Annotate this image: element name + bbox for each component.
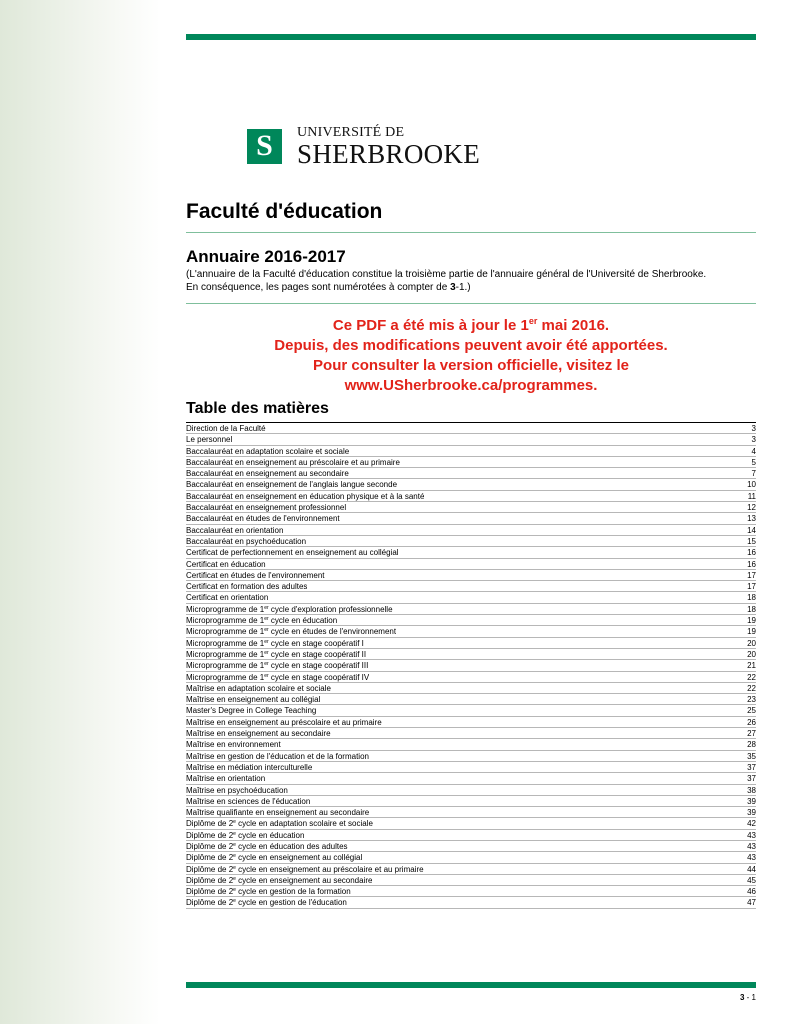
toc-row[interactable]: [186, 897, 756, 908]
toc-entry-text-end: cycle en enseignement au préscolaire et au primaire: [235, 864, 424, 874]
toc-entry-page: 3: [751, 435, 756, 445]
toc-row[interactable]: [186, 446, 756, 457]
toc-entry-sup: e: [233, 853, 236, 860]
divider: [186, 303, 756, 304]
toc-entry-text: Maîtrise en enseignement au secondaire: [186, 729, 331, 739]
toc-row[interactable]: [186, 683, 756, 694]
toc-entry-text-end: cycle en enseignement au collégial: [235, 853, 363, 863]
toc-entry-text: Diplôme de 2: [186, 841, 234, 851]
toc-entry-text: Baccalauréat en études de l'environnement: [186, 514, 340, 524]
toc-row[interactable]: [186, 875, 756, 886]
toc-entry-title: [186, 751, 369, 761]
toc-entry-title: [186, 739, 281, 749]
toc-entry-text: Certificat en études de l'environnement: [186, 570, 325, 580]
toc-row[interactable]: [186, 423, 756, 434]
toc-entry-text: Maîtrise qualifiante en enseignement au secondaire: [186, 808, 370, 818]
toc-row[interactable]: [186, 536, 756, 547]
toc-entry-title: [186, 660, 368, 670]
bottom-green-rule: [186, 982, 756, 988]
toc-entry-page: 35: [747, 751, 756, 761]
toc-entry-text: Microprogramme de 1: [186, 638, 265, 648]
annuaire-description: [186, 268, 756, 294]
toc-entry-page: 3: [751, 424, 756, 433]
toc-entry-text: Baccalauréat en enseignement professionnel: [186, 503, 347, 513]
toc-entry-sup: e: [233, 887, 236, 894]
toc-entry-text: Maîtrise en adaptation scolaire et sociale: [186, 683, 331, 693]
toc-entry-title: [186, 852, 362, 862]
toc-entry-text-end: cycle en stage coopératif II: [268, 649, 367, 659]
toc-entry-text: Microprogramme de 1: [186, 672, 265, 682]
toc-entry-text: Baccalauréat en psychoéducation: [186, 536, 307, 546]
toc-entry-sup: e: [233, 819, 236, 826]
toc-row[interactable]: [186, 468, 756, 479]
toc-row[interactable]: [186, 581, 756, 592]
toc-entry-sup: e: [233, 898, 236, 905]
toc-entry-page: 37: [747, 774, 756, 784]
toc-entry-text: Le personnel: [186, 435, 233, 445]
toc-row[interactable]: [186, 807, 756, 818]
toc-row[interactable]: [186, 739, 756, 750]
toc-entry-text: Maîtrise en sciences de l'éducation: [186, 796, 311, 806]
toc-entry-title: [186, 446, 349, 456]
toc-row[interactable]: [186, 785, 756, 796]
toc-entry-text: Diplôme de 2: [186, 830, 234, 840]
toc-entry-text-end: cycle en éducation: [235, 830, 305, 840]
toc-entry-title: [186, 479, 397, 489]
toc-entry-title: [186, 897, 347, 907]
toc-row[interactable]: [186, 559, 756, 570]
toc-entry-page: 19: [747, 616, 756, 626]
toc-entry-text-end: cycle en stage coopératif I: [268, 638, 364, 648]
toc-entry-sup: e: [233, 875, 236, 882]
toc-entry-title: [186, 604, 393, 614]
toc-entry-text: Baccalauréat en enseignement en éducation physique et à la santé: [186, 491, 425, 501]
toc-entry-page: 16: [747, 559, 756, 569]
toc-entry-text: Microprogramme de 1: [186, 627, 265, 637]
toc-entry-page: 20: [747, 638, 756, 648]
toc-row[interactable]: [186, 491, 756, 502]
toc-entry-page: 43: [747, 853, 756, 863]
toc-entry-title: [186, 818, 373, 828]
toc-row[interactable]: [186, 525, 756, 536]
toc-entry-text: Maîtrise en enseignement au collégial: [186, 695, 321, 705]
toc-entry-text: Maîtrise en gestion de l'éducation et de la formation: [186, 751, 369, 761]
toc-entry-sup: e: [233, 841, 236, 848]
table-of-contents: [186, 422, 756, 909]
toc-row[interactable]: [186, 728, 756, 739]
toc-entry-text: Certificat en orientation: [186, 593, 269, 603]
toc-row[interactable]: [186, 751, 756, 762]
toc-row[interactable]: [186, 502, 756, 513]
toc-entry-sup: er: [264, 616, 269, 623]
toc-row[interactable]: [186, 762, 756, 773]
toc-entry-text-end: cycle en enseignement au secondaire: [235, 875, 373, 885]
toc-entry-sup: er: [264, 638, 269, 645]
toc-entry-text: Certificat en formation des adultes: [186, 582, 308, 592]
toc-entry-page: 39: [747, 796, 756, 806]
top-green-rule: [186, 34, 756, 40]
toc-entry-title: [186, 886, 351, 896]
toc-entry-page: 13: [747, 514, 756, 524]
toc-entry-title: [186, 626, 396, 636]
toc-row[interactable]: [186, 615, 756, 626]
toc-entry-text: Microprogramme de 1: [186, 616, 265, 626]
toc-entry-page: 28: [747, 740, 756, 750]
toc-row[interactable]: [186, 796, 756, 807]
toc-entry-title: [186, 864, 424, 874]
annuaire-desc-line1: (L'annuaire de la Faculté d'éducation constitue la troisième partie de l'annuaire général de l'Université de Sherbrooke.: [186, 269, 707, 280]
toc-entry-sup: e: [233, 830, 236, 837]
toc-row[interactable]: [186, 705, 756, 716]
toc-entry-text: Maîtrise en médiation interculturelle: [186, 762, 313, 772]
notice-sup: er: [528, 316, 538, 326]
toc-entry-text: Maîtrise en enseignement au préscolaire et au primaire: [186, 717, 382, 727]
toc-row[interactable]: [186, 649, 756, 660]
toc-entry-page: 43: [747, 841, 756, 851]
toc-entry-page: 17: [747, 570, 756, 580]
toc-entry-title: [186, 559, 266, 569]
side-gradient-band: [0, 0, 160, 1024]
toc-row[interactable]: [186, 818, 756, 829]
toc-entry-text: Diplôme de 2: [186, 898, 234, 908]
notice-text: Ce PDF a été mis à jour le 1: [332, 317, 529, 334]
toc-entry-page: 11: [747, 491, 756, 501]
update-notice: [186, 316, 756, 396]
toc-entry-title: [186, 468, 349, 478]
toc-entry-page: 4: [751, 446, 756, 456]
toc-entry-title: [186, 785, 288, 795]
toc-entry-page: 10: [747, 480, 756, 490]
toc-entry-page: 16: [747, 548, 756, 558]
toc-entry-text: Diplôme de 2: [186, 887, 234, 897]
toc-entry-title: [186, 434, 232, 444]
toc-entry-title: [186, 649, 366, 659]
toc-entry-title: [186, 717, 382, 727]
toc-entry-title: [186, 830, 304, 840]
toc-entry-title: [186, 570, 325, 580]
toc-entry-title: [186, 615, 337, 625]
toc-entry-text-end: cycle en éducation des adultes: [235, 841, 348, 851]
toc-entry-page: 38: [747, 785, 756, 795]
toc-row[interactable]: [186, 886, 756, 897]
toc-entry-sup: er: [264, 649, 269, 656]
toc-entry-title: [186, 841, 348, 851]
toc-entry-page: 47: [747, 898, 756, 908]
toc-row[interactable]: [186, 773, 756, 784]
toc-entry-text-end: cycle en gestion de l'éducation: [235, 898, 347, 908]
toc-entry-page: 26: [747, 717, 756, 727]
toc-row[interactable]: [186, 864, 756, 875]
toc-entry-text: Baccalauréat en enseignement au préscolaire et au primaire: [186, 457, 400, 467]
desc-bold-number: 3: [450, 282, 456, 293]
toc-entry-text: Maîtrise en psychoéducation: [186, 785, 288, 795]
toc-entry-title: [186, 773, 265, 783]
toc-entry-text-end: cycle en gestion de la formation: [235, 887, 351, 897]
toc-row[interactable]: [186, 434, 756, 445]
toc-entry-text: Diplôme de 2: [186, 875, 234, 885]
toc-entry-page: 21: [747, 661, 756, 671]
toc-entry-page: 22: [747, 672, 756, 682]
toc-entry-title: [186, 672, 369, 682]
toc-entry-text-end: cycle en stage coopératif III: [268, 661, 369, 671]
desc-text-end: -1.): [455, 282, 471, 293]
toc-entry-text-end: cycle en adaptation scolaire et sociale: [235, 819, 373, 829]
toc-entry-title: [186, 513, 340, 523]
toc-entry-text: Certificat de perfectionnement en enseignement au collégial: [186, 548, 399, 558]
toc-entry-title: [186, 638, 364, 648]
toc-row[interactable]: [186, 830, 756, 841]
toc-entry-title: [186, 536, 306, 546]
notice-text-end: mai 2016.: [537, 317, 610, 334]
toc-entry-sup: er: [264, 661, 269, 668]
toc-entry-text: Microprogramme de 1: [186, 649, 265, 659]
toc-row[interactable]: [186, 638, 756, 649]
notice-line3: Pour consulter la version officielle, visitez le: [313, 357, 629, 374]
toc-entry-text: Microprogramme de 1: [186, 661, 265, 671]
toc-entry-text: Baccalauréat en enseignement de l'anglais langue seconde: [186, 480, 398, 490]
toc-entry-text-end: cycle en éducation: [268, 616, 338, 626]
toc-entry-page: 37: [747, 762, 756, 772]
notice-link[interactable]: www.USherbrooke.ca/programmes.: [344, 377, 598, 394]
toc-row[interactable]: [186, 547, 756, 558]
logo-line2: SHERBROOKE: [297, 139, 481, 169]
toc-entry-page: 17: [747, 582, 756, 592]
toc-entry-page: 5: [751, 457, 756, 467]
toc-entry-text: Diplôme de 2: [186, 864, 234, 874]
toc-entry-page: 42: [747, 819, 756, 829]
toc-entry-title: [186, 592, 268, 602]
toc-entry-text: Diplôme de 2: [186, 853, 234, 863]
annuaire-desc-line2: [186, 281, 756, 294]
toc-entry-sup: e: [233, 864, 236, 871]
toc-entry-text: Baccalauréat en enseignement au secondaire: [186, 469, 349, 479]
university-logo: [247, 125, 480, 167]
page-number-rest: - 1: [744, 993, 756, 1002]
toc-entry-page: 12: [747, 503, 756, 513]
toc-entry-sup: er: [264, 627, 269, 634]
toc-row[interactable]: [186, 479, 756, 490]
toc-entry-title: [186, 762, 312, 772]
toc-entry-text: Baccalauréat en orientation: [186, 525, 284, 535]
toc-entry-page: 27: [747, 729, 756, 739]
toc-entry-page: 39: [747, 808, 756, 818]
toc-entry-title: [186, 502, 346, 512]
toc-entry-text-end: cycle en stage coopératif IV: [268, 672, 370, 682]
toc-entry-text: Microprogramme de 1: [186, 604, 265, 614]
page-number-bold: 3: [739, 993, 745, 1002]
toc-entry-page: 46: [747, 887, 756, 897]
toc-entry-title: [186, 705, 316, 715]
toc-entry-title: [186, 423, 266, 433]
toc-entry-title: [186, 807, 369, 817]
desc-text: En conséquence, les pages sont numérotées à compter de: [186, 282, 451, 293]
toc-row[interactable]: [186, 604, 756, 615]
faculty-title: Faculté d'éducation: [186, 200, 383, 223]
toc-entry-title: [186, 525, 283, 535]
toc-row[interactable]: [186, 660, 756, 671]
toc-entry-text: Diplôme de 2: [186, 819, 234, 829]
toc-row[interactable]: [186, 626, 756, 637]
toc-entry-text: Maîtrise en environnement: [186, 740, 281, 750]
toc-entry-title: [186, 547, 399, 557]
toc-entry-page: 20: [747, 649, 756, 659]
logo-wordmark: [297, 125, 480, 167]
toc-entry-page: 23: [747, 695, 756, 705]
toc-row[interactable]: [186, 694, 756, 705]
toc-row[interactable]: [186, 841, 756, 852]
toc-entry-sup: er: [264, 604, 269, 611]
toc-entry-text: Master's Degree in College Teaching: [186, 706, 317, 716]
toc-entry-title: [186, 457, 400, 467]
toc-entry-page: 45: [747, 875, 756, 885]
toc-row[interactable]: [186, 570, 756, 581]
annuaire-title: Annuaire 2016-2017: [186, 247, 346, 266]
toc-title: Table des matières: [186, 400, 329, 417]
toc-entry-text-end: cycle en études de l'environnement: [268, 627, 397, 637]
toc-entry-sup: er: [264, 672, 269, 679]
toc-entry-text: Certificat en éducation: [186, 559, 266, 569]
notice-line1: [186, 316, 756, 336]
toc-entry-text: Direction de la Faculté: [186, 424, 266, 433]
toc-entry-text: Baccalauréat en adaptation scolaire et sociale: [186, 446, 350, 456]
toc-entry-text-end: cycle d'exploration professionnelle: [268, 604, 393, 614]
toc-entry-page: 19: [747, 627, 756, 637]
toc-entry-title: [186, 683, 331, 693]
toc-entry-page: 7: [751, 469, 756, 479]
toc-entry-title: [186, 728, 331, 738]
toc-entry-page: 18: [747, 593, 756, 603]
toc-entry-page: 22: [747, 683, 756, 693]
page-number: [716, 993, 756, 1002]
toc-entry-title: [186, 491, 424, 501]
toc-entry-page: 44: [747, 864, 756, 874]
toc-row[interactable]: [186, 717, 756, 728]
logo-line1: UNIVERSITÉ DE: [297, 125, 405, 140]
toc-entry-title: [186, 581, 307, 591]
toc-entry-page: 15: [747, 536, 756, 546]
toc-entry-page: 43: [747, 830, 756, 840]
divider: [186, 232, 756, 233]
toc-row[interactable]: [186, 592, 756, 603]
toc-entry-title: [186, 694, 320, 704]
toc-entry-page: 14: [747, 525, 756, 535]
logo-s-icon: S: [247, 129, 282, 164]
toc-row[interactable]: [186, 672, 756, 683]
toc-row[interactable]: [186, 457, 756, 468]
notice-line2: Depuis, des modifications peuvent avoir été apportées.: [274, 337, 668, 354]
toc-entry-page: 25: [747, 706, 756, 716]
toc-entry-title: [186, 875, 372, 885]
toc-entry-text: Maîtrise en orientation: [186, 774, 266, 784]
toc-entry-title: [186, 796, 310, 806]
toc-entry-page: 18: [747, 604, 756, 614]
toc-row[interactable]: [186, 513, 756, 524]
toc-row[interactable]: [186, 852, 756, 863]
